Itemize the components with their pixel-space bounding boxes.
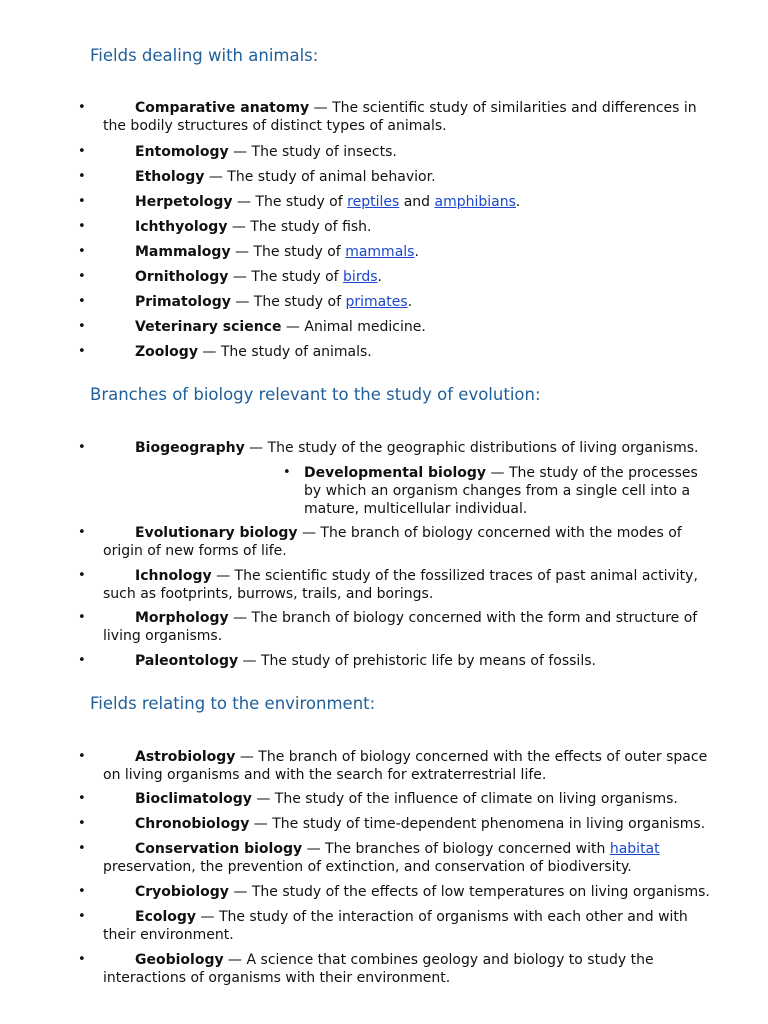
term: Evolutionary biology xyxy=(135,525,298,541)
term: Ichnology xyxy=(135,568,212,584)
description: . xyxy=(515,194,521,210)
link-amphibians[interactable]: amphibians xyxy=(434,194,516,210)
bullet: • xyxy=(78,749,86,764)
bullet: • xyxy=(78,344,86,359)
description: — The study of prehistoric life by means of fossils. xyxy=(238,653,596,669)
bullet: • xyxy=(78,610,86,625)
term: Cryobiology xyxy=(135,884,229,900)
list-item-ichthyology xyxy=(78,218,718,236)
term: Chronobiology xyxy=(135,816,250,832)
description: — The study of fish. xyxy=(227,219,372,235)
description: — The study of the effects of low temperatures on living organisms. xyxy=(228,884,710,900)
description: — The study of the interaction of organisms with each other and with their environment. xyxy=(103,909,688,943)
description: — The branches of biology concerned with xyxy=(302,841,610,857)
term: Ornithology xyxy=(135,269,229,285)
description: . xyxy=(407,294,413,310)
description: — The scientific study of similarities and differences in the bodily structures of distinct types of animals. xyxy=(103,100,697,134)
list-item-conservation-biology xyxy=(78,840,718,876)
bullet: • xyxy=(78,244,86,259)
bullet: • xyxy=(78,816,86,831)
bullet: • xyxy=(78,219,86,234)
bullet: • xyxy=(78,294,86,309)
term: Ichthyology xyxy=(135,219,228,235)
bullet: • xyxy=(78,269,86,284)
bullet: • xyxy=(78,319,86,334)
bullet: • xyxy=(78,194,86,209)
list-item-entomology xyxy=(78,143,718,161)
list-item-comparative-anatomy xyxy=(78,99,718,135)
term: Geobiology xyxy=(135,952,224,968)
term: Morphology xyxy=(135,610,229,626)
list-item-biogeography xyxy=(78,439,718,457)
bullet: • xyxy=(78,653,86,668)
description: preservation, the prevention of extinction, and conservation of biodiversity. xyxy=(103,859,632,875)
list-item-zoology xyxy=(78,343,718,361)
bullet: • xyxy=(78,568,86,583)
description: — The branch of biology concerned with the effects of outer space on living organisms and with the search for extraterrestrial life. xyxy=(103,749,708,783)
list-item-paleontology xyxy=(78,652,718,670)
bullet: • xyxy=(78,909,86,924)
bullet: • xyxy=(78,841,86,856)
description: — The study of time-dependent phenomena in living organisms. xyxy=(249,816,706,832)
bullet: • xyxy=(78,100,86,115)
bullet: • xyxy=(78,144,86,159)
description: — The study of xyxy=(230,294,346,310)
description: — The study of xyxy=(228,269,344,285)
link-mammals[interactable]: mammals xyxy=(345,244,415,260)
description: — The branch of biology concerned with the modes of origin of new forms of life. xyxy=(103,525,682,559)
term: Ethology xyxy=(135,169,205,185)
description: — The study of the geographic distributions of living organisms. xyxy=(244,440,699,456)
list-item-ecology xyxy=(78,908,718,944)
description: . xyxy=(414,244,419,260)
list-item-mammalogy xyxy=(78,243,718,261)
term: Primatology xyxy=(135,294,231,310)
term: Biogeography xyxy=(135,440,245,456)
term: Mammalogy xyxy=(135,244,231,260)
list-item-evolutionary-biology xyxy=(78,524,718,560)
description: — The study of xyxy=(230,244,346,260)
heading-animals: Fields dealing with animals: xyxy=(90,46,319,65)
term: Comparative anatomy xyxy=(135,100,310,116)
list-item-bioclimatology xyxy=(78,790,718,808)
link-habitat[interactable]: habitat xyxy=(609,841,660,857)
term: Ecology xyxy=(135,909,197,925)
list-item-herpetology xyxy=(78,193,718,211)
term: Paleontology xyxy=(135,653,239,669)
term: Developmental biology xyxy=(304,465,487,481)
description: — The study of the processes by which an organism changes from a single cell into a mature, multicellular individual. xyxy=(304,465,698,517)
description: — The study of animals. xyxy=(197,344,372,360)
list-item-astrobiology xyxy=(78,748,718,784)
description: — Animal medicine. xyxy=(281,319,426,335)
description: and xyxy=(399,194,435,210)
description: — The study of the influence of climate on living organisms. xyxy=(251,791,678,807)
bullet: • xyxy=(78,525,86,540)
heading-evolution: Branches of biology relevant to the study of evolution: xyxy=(90,385,541,404)
description: — The study of insects. xyxy=(228,144,397,160)
list-item-chronobiology xyxy=(78,815,718,833)
description: — The branch of biology concerned with the form and structure of living organisms. xyxy=(103,610,698,644)
description: — The study of xyxy=(232,194,348,210)
list-item-developmental-biology xyxy=(283,464,713,518)
list-item-cryobiology xyxy=(78,883,718,901)
bullet: • xyxy=(78,952,86,967)
list-item-morphology xyxy=(78,609,718,645)
term: Astrobiology xyxy=(135,749,236,765)
link-reptiles[interactable]: reptiles xyxy=(347,194,400,210)
list-item-ornithology xyxy=(78,268,718,286)
term: Bioclimatology xyxy=(135,791,252,807)
bullet: • xyxy=(78,169,86,184)
list-item-ethology xyxy=(78,168,718,186)
list-item-primatology xyxy=(78,293,718,311)
term: Veterinary science xyxy=(135,319,282,335)
description: — The scientific study of the fossilized traces of past animal activity, such as footprints, burrows, trails, and borings. xyxy=(103,568,698,602)
term: Herpetology xyxy=(135,194,233,210)
list-item-geobiology xyxy=(78,951,718,987)
term: Zoology xyxy=(135,344,198,360)
list-item-ichnology xyxy=(78,567,718,603)
description: — A science that combines geology and biology to study the interactions of organisms with their environment. xyxy=(103,952,654,986)
heading-environment: Fields relating to the environment: xyxy=(90,694,376,713)
link-birds[interactable]: birds xyxy=(343,269,378,285)
link-primates[interactable]: primates xyxy=(345,294,408,310)
term: Entomology xyxy=(135,144,229,160)
bullet: • xyxy=(283,465,291,480)
bullet: • xyxy=(78,884,86,899)
list-item-veterinary-science xyxy=(78,318,718,336)
description: — The study of animal behavior. xyxy=(204,169,436,185)
term: Conservation biology xyxy=(135,841,303,857)
description: . xyxy=(377,269,382,285)
bullet: • xyxy=(78,791,86,806)
bullet: • xyxy=(78,440,86,455)
